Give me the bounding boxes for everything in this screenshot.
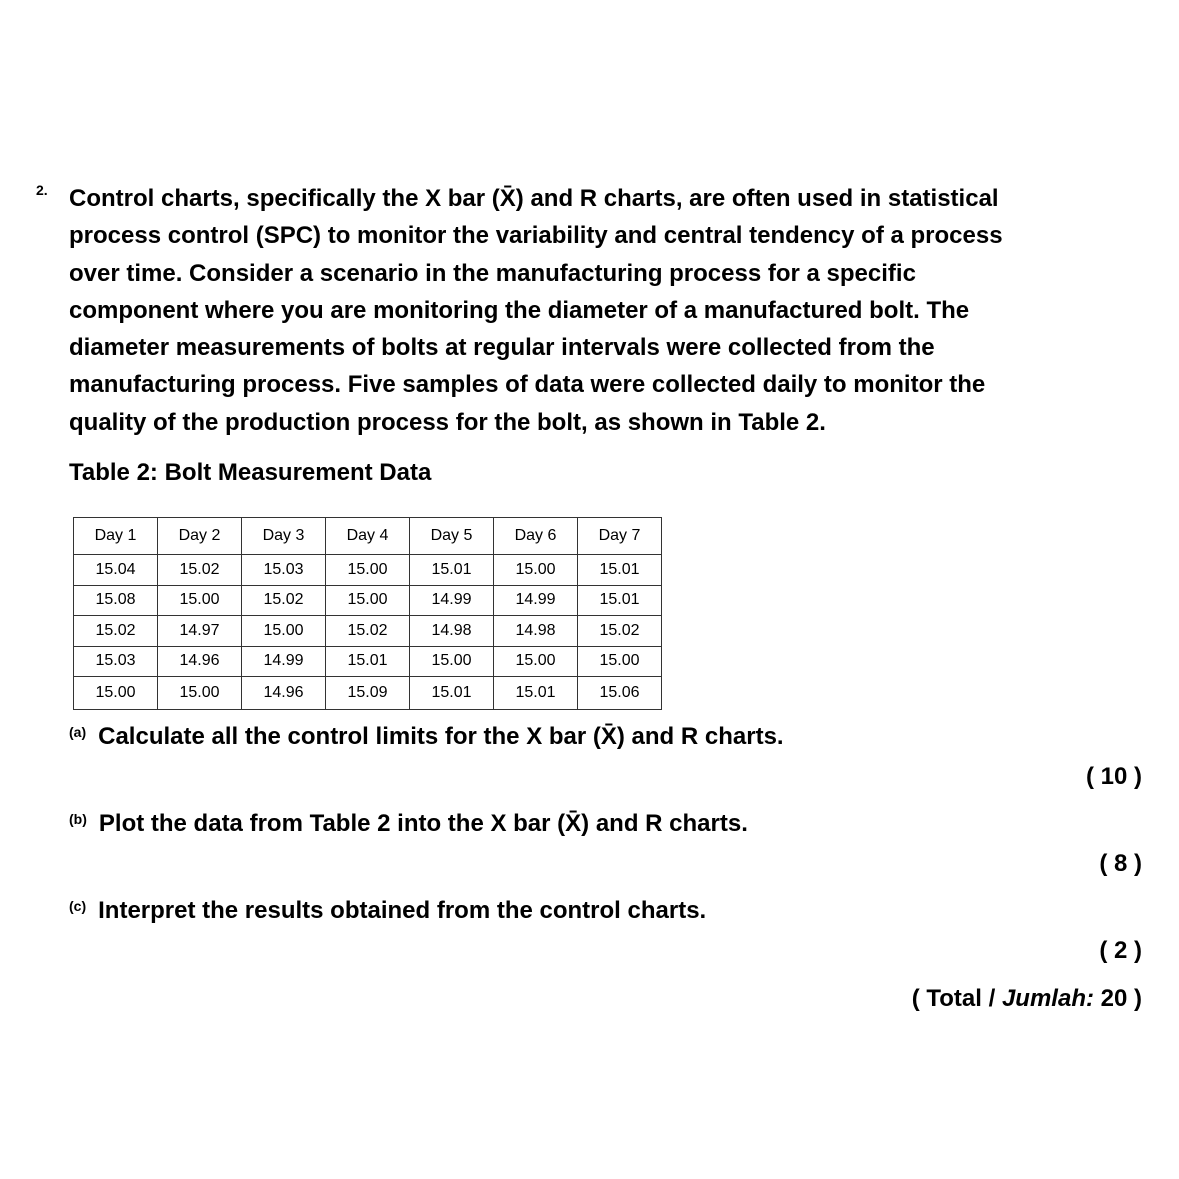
table-cell: 14.99 — [242, 646, 326, 677]
table-cell: 15.01 — [410, 555, 494, 586]
stem-line: process control (SPC) to monitor the variability and central tendency of a process — [69, 222, 1003, 250]
table-cell: 15.02 — [242, 585, 326, 616]
part-text: Plot the data from Table 2 into the X bar (X̄) and R charts. — [98, 810, 748, 837]
table-row — [74, 616, 662, 647]
table-cell: 15.02 — [326, 616, 410, 647]
header-cell: Day 5 — [410, 518, 494, 555]
table-cell: 15.00 — [326, 585, 410, 616]
table-cell: 15.02 — [74, 616, 158, 647]
total-marks — [912, 985, 1142, 1013]
part-b-marks: ( 8 ) — [1099, 850, 1142, 877]
bolt-measurement-table — [73, 517, 662, 710]
part-label: (c) — [69, 898, 87, 914]
table-cell: 15.04 — [74, 555, 158, 586]
table-cell: 15.00 — [242, 616, 326, 647]
table-cell: 14.98 — [494, 616, 578, 647]
part-label: (a) — [69, 724, 87, 740]
table-cell: 15.00 — [74, 677, 158, 710]
table-caption: Table 2: Bolt Measurement Data — [69, 459, 432, 486]
table-cell: 15.00 — [158, 677, 242, 710]
table-row — [74, 646, 662, 677]
table-cell: 15.00 — [578, 646, 662, 677]
table-cell: 14.96 — [242, 677, 326, 710]
table-cell: 14.97 — [158, 616, 242, 647]
table-cell: 15.00 — [494, 646, 578, 677]
question-stem — [69, 180, 1129, 441]
table-header-row — [74, 518, 662, 555]
part-text: Interpret the results obtained from the control charts. — [98, 897, 707, 924]
table-cell: 15.00 — [326, 555, 410, 586]
part-b — [69, 810, 748, 838]
header-cell: Day 3 — [242, 518, 326, 555]
table-cell: 15.02 — [158, 555, 242, 586]
stem-line: component where you are monitoring the diameter of a manufactured bolt. The — [69, 296, 970, 324]
stem-line: quality of the production process for the bolt, as shown in Table 2. — [69, 408, 826, 436]
part-a-marks: ( 10 ) — [1085, 763, 1142, 790]
header-cell: Day 7 — [578, 518, 662, 555]
table-cell: 15.06 — [578, 677, 662, 710]
table-cell: 15.00 — [494, 555, 578, 586]
table-cell: 15.09 — [326, 677, 410, 710]
table-cell: 15.01 — [578, 585, 662, 616]
table-cell: 14.99 — [494, 585, 578, 616]
part-a — [69, 723, 784, 751]
table-cell: 15.03 — [242, 555, 326, 586]
table-cell: 15.01 — [326, 646, 410, 677]
stem-line: Control charts, specifically the X bar (X̄) and R charts, are often used in statistical — [69, 185, 999, 212]
header-cell: Day 4 — [326, 518, 410, 555]
question-number: 2. — [36, 182, 48, 198]
table-cell: 15.01 — [578, 555, 662, 586]
table-cell: 15.00 — [410, 646, 494, 677]
table-cell: 15.03 — [74, 646, 158, 677]
table-row — [74, 677, 662, 710]
stem-line: manufacturing process. Five samples of data were collected daily to monitor the — [69, 371, 986, 399]
stem-line: diameter measurements of bolts at regular intervals were collected from the — [69, 334, 935, 362]
table-row — [74, 555, 662, 586]
header-cell: Day 2 — [158, 518, 242, 555]
table-cell: 14.99 — [410, 585, 494, 616]
part-text: Calculate all the control limits for the X bar (X̄) and R charts. — [98, 723, 784, 750]
table-cell: 15.01 — [410, 677, 494, 710]
total-open: ( Total / — [911, 985, 1002, 1012]
part-c — [69, 897, 706, 925]
table-cell: 15.08 — [74, 585, 158, 616]
header-cell: Day 6 — [494, 518, 578, 555]
part-label: (b) — [69, 811, 87, 827]
table-cell: 14.96 — [158, 646, 242, 677]
table-row — [74, 585, 662, 616]
table-cell: 14.98 — [410, 616, 494, 647]
part-c-marks: ( 2 ) — [1099, 937, 1142, 964]
table-cell: 15.01 — [494, 677, 578, 710]
total-value: 20 ) — [1093, 985, 1142, 1012]
stem-line: over time. Consider a scenario in the manufacturing process for a specific — [69, 259, 916, 287]
total-jumlah: Jumlah: — [1001, 985, 1094, 1012]
header-cell: Day 1 — [74, 518, 158, 555]
table-cell: 15.00 — [158, 585, 242, 616]
table-cell: 15.02 — [578, 616, 662, 647]
